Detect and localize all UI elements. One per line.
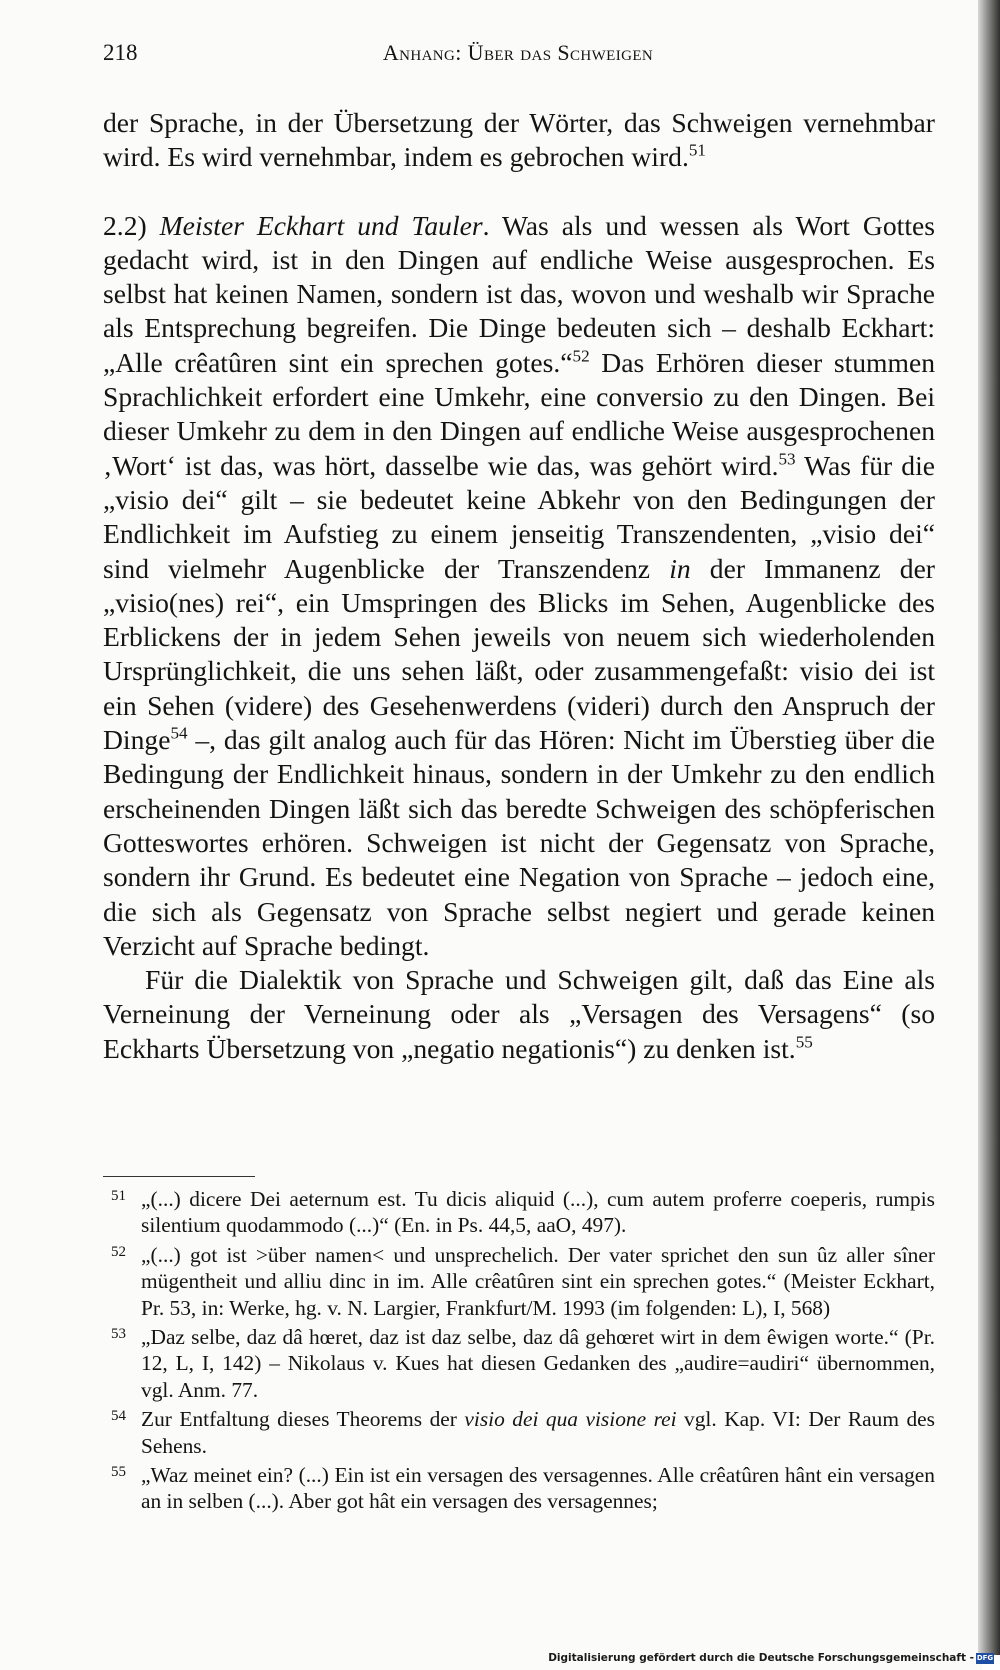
footnote-number: 51 [111,1188,126,1204]
footnote-number: 55 [111,1464,126,1481]
paragraph-1 [103,106,935,175]
text-run: –, das gilt analog auch für das Hören: Nicht im Überstieg über die Bedingung der Endlichkeit hinaus, sondern in der Umkehr zu den endlich erscheinenden Dingen läßt sich das beredte Schweigen des schöpferischen Gotteswortes erhören. Schweigen ist nicht der Gegensatz von Sprache, sondern ihr Grund. Es bedeutet eine Negation von Sprache – jedoch eine, die sich als Gegensatz von Sprache selbst negiert und gerade keinen Verzicht auf Sprache bedingt. [103,724,935,961]
text-run: vgl. Kap. VI: Der Raum des Sehens. [141,1407,935,1458]
footnote-ref: 54 [170,723,188,743]
page-number: 218 [103,40,138,65]
text-run: 2.2) [103,209,160,241]
footnote-number: 52 [111,1243,126,1260]
text-run: der Immanenz der „visio(nes) rei“, ein Umspringen des Blicks im Sehen, Augenblicke des Erblickens der in jedem Sehen jeweils von neuem sich wiederholenden Ursprünglichkeit, die uns sehen läßt, oder zusammengefaßt: visio dei ist ein Sehen (videre) des Gesehenwerdens (videri) durch den Anspruch der Dinge [103,552,936,756]
footnote-ref: 53 [778,449,796,469]
text-run: Zur Entfaltung dieses Theorems der [141,1407,465,1432]
footnote-number: 54 [111,1408,126,1425]
footnote-text [141,1407,935,1457]
footnote-number: 53 [111,1326,126,1343]
text-run: Für die Dialektik von Sprache und Schweigen gilt, daß das Eine als Verneinung der Verneinung oder als „Versagen des Versagens“ (so Eckharts Übersetzung von „negatio negationis“) zu denken ist. [103,964,935,1064]
paragraph-3 [103,963,935,1066]
text-run: . Was als und wessen als Wort Gottes gedacht wird, ist in den Dingen auf endliche Weise ausgesprochen. Es selbst hat keinen Namen, sondern ist das, wovon und weshalb wir Sprache als Entsprechung begreifen. Die Dinge bedeuten sich – deshalb Eckhart: „Alle crêatûren sint ein sprechen gotes.“ [103,209,935,378]
footnote-51 [103,1186,935,1239]
text-run: Was für die „visio dei“ gilt – sie bedeutet keine Abkehr von den Bedingungen der Endlichkeit im Aufstieg zu einem jenseitig Transzendenten, „visio dei“ sind vielmehr Augenblicke der Transzendenz [103,449,935,584]
footnote-ref: 51 [688,141,706,161]
italic-text: Meister Eckhart und Tauler [159,209,483,241]
digitization-credit: Digitalisierung gefördert durch die Deutsche Forschungsgemeinschaft - [548,1652,974,1664]
text-run: „(...) dicere Dei aeternum est. Tu dicis aliquid (...), cum autem proferre coeperis, rumpis silentium quodammodo (...)“ (En. in Ps. 44,5, aaO, 497). [141,1187,935,1238]
footnote-text [141,1187,935,1237]
footnote-52 [103,1242,935,1321]
italic-text: in [669,552,691,584]
text-run: „Waz meinet ein? (...) Ein ist ein versagen des versagennes. Alle crêatûren hânt ein versagen an in selben (...). Aber got hât ein versagen des versagennes; [141,1463,935,1514]
text-run: „Daz selbe, daz dâ hœret, daz ist daz selbe, daz dâ gehœret wirt in dem êwigen worte.“ (Pr. 12, L, I, 142) – Nikolaus v. Kues hat diesen Gedanken des „audire=audiri“ übernommen, vgl. Anm. 77. [141,1325,935,1402]
page-edge-shadow [978,0,1000,1655]
footnotes [103,1186,935,1518]
footnote-ref: 52 [572,346,590,366]
text-run: der Sprache, in der Übersetzung der Wörter, das Schweigen vernehmbar wird. Es wird vernehmbar, indem es gebrochen wird. [103,107,935,173]
footnote-text [141,1243,935,1320]
dfg-logo: DFG [976,1654,994,1662]
italic-text: visio dei qua visione rei [464,1407,677,1432]
footnote-55 [103,1462,935,1515]
footnote-separator [103,1176,255,1177]
footnote-text [141,1463,935,1513]
page-header [103,40,933,76]
footnote-53 [103,1324,935,1403]
footnote-54 [103,1406,935,1459]
text-run: Das Erhören dieser stummen Sprachlichkeit erfordert eine Umkehr, eine conversio zu den Dingen. Bei dieser Umkehr zu dem in den Dingen auf endliche Weise ausgesprochenen ‚Wort‘ ist das, was hört, dasselbe wie das, was gehört wird. [103,346,936,481]
footnote-ref: 55 [795,1032,813,1052]
running-title: Anhang: Über das Schweigen [382,40,654,65]
footnote-text [141,1325,935,1402]
text-run: „(...) got ist >über namen< und unsprechelich. Der vater sprichet den sun ûz aller sîner mügentheit und alliu dinc in im. Alle crêatûren sint ein sprechen gotes.“ (Meister Eckhart, Pr. 53, in: Werke, hg. v. N. Largier, Frankfurt/M. 1993 (im folgenden: L), I, 568) [141,1242,935,1320]
paragraph-2 [103,209,935,964]
main-text [103,106,935,1066]
